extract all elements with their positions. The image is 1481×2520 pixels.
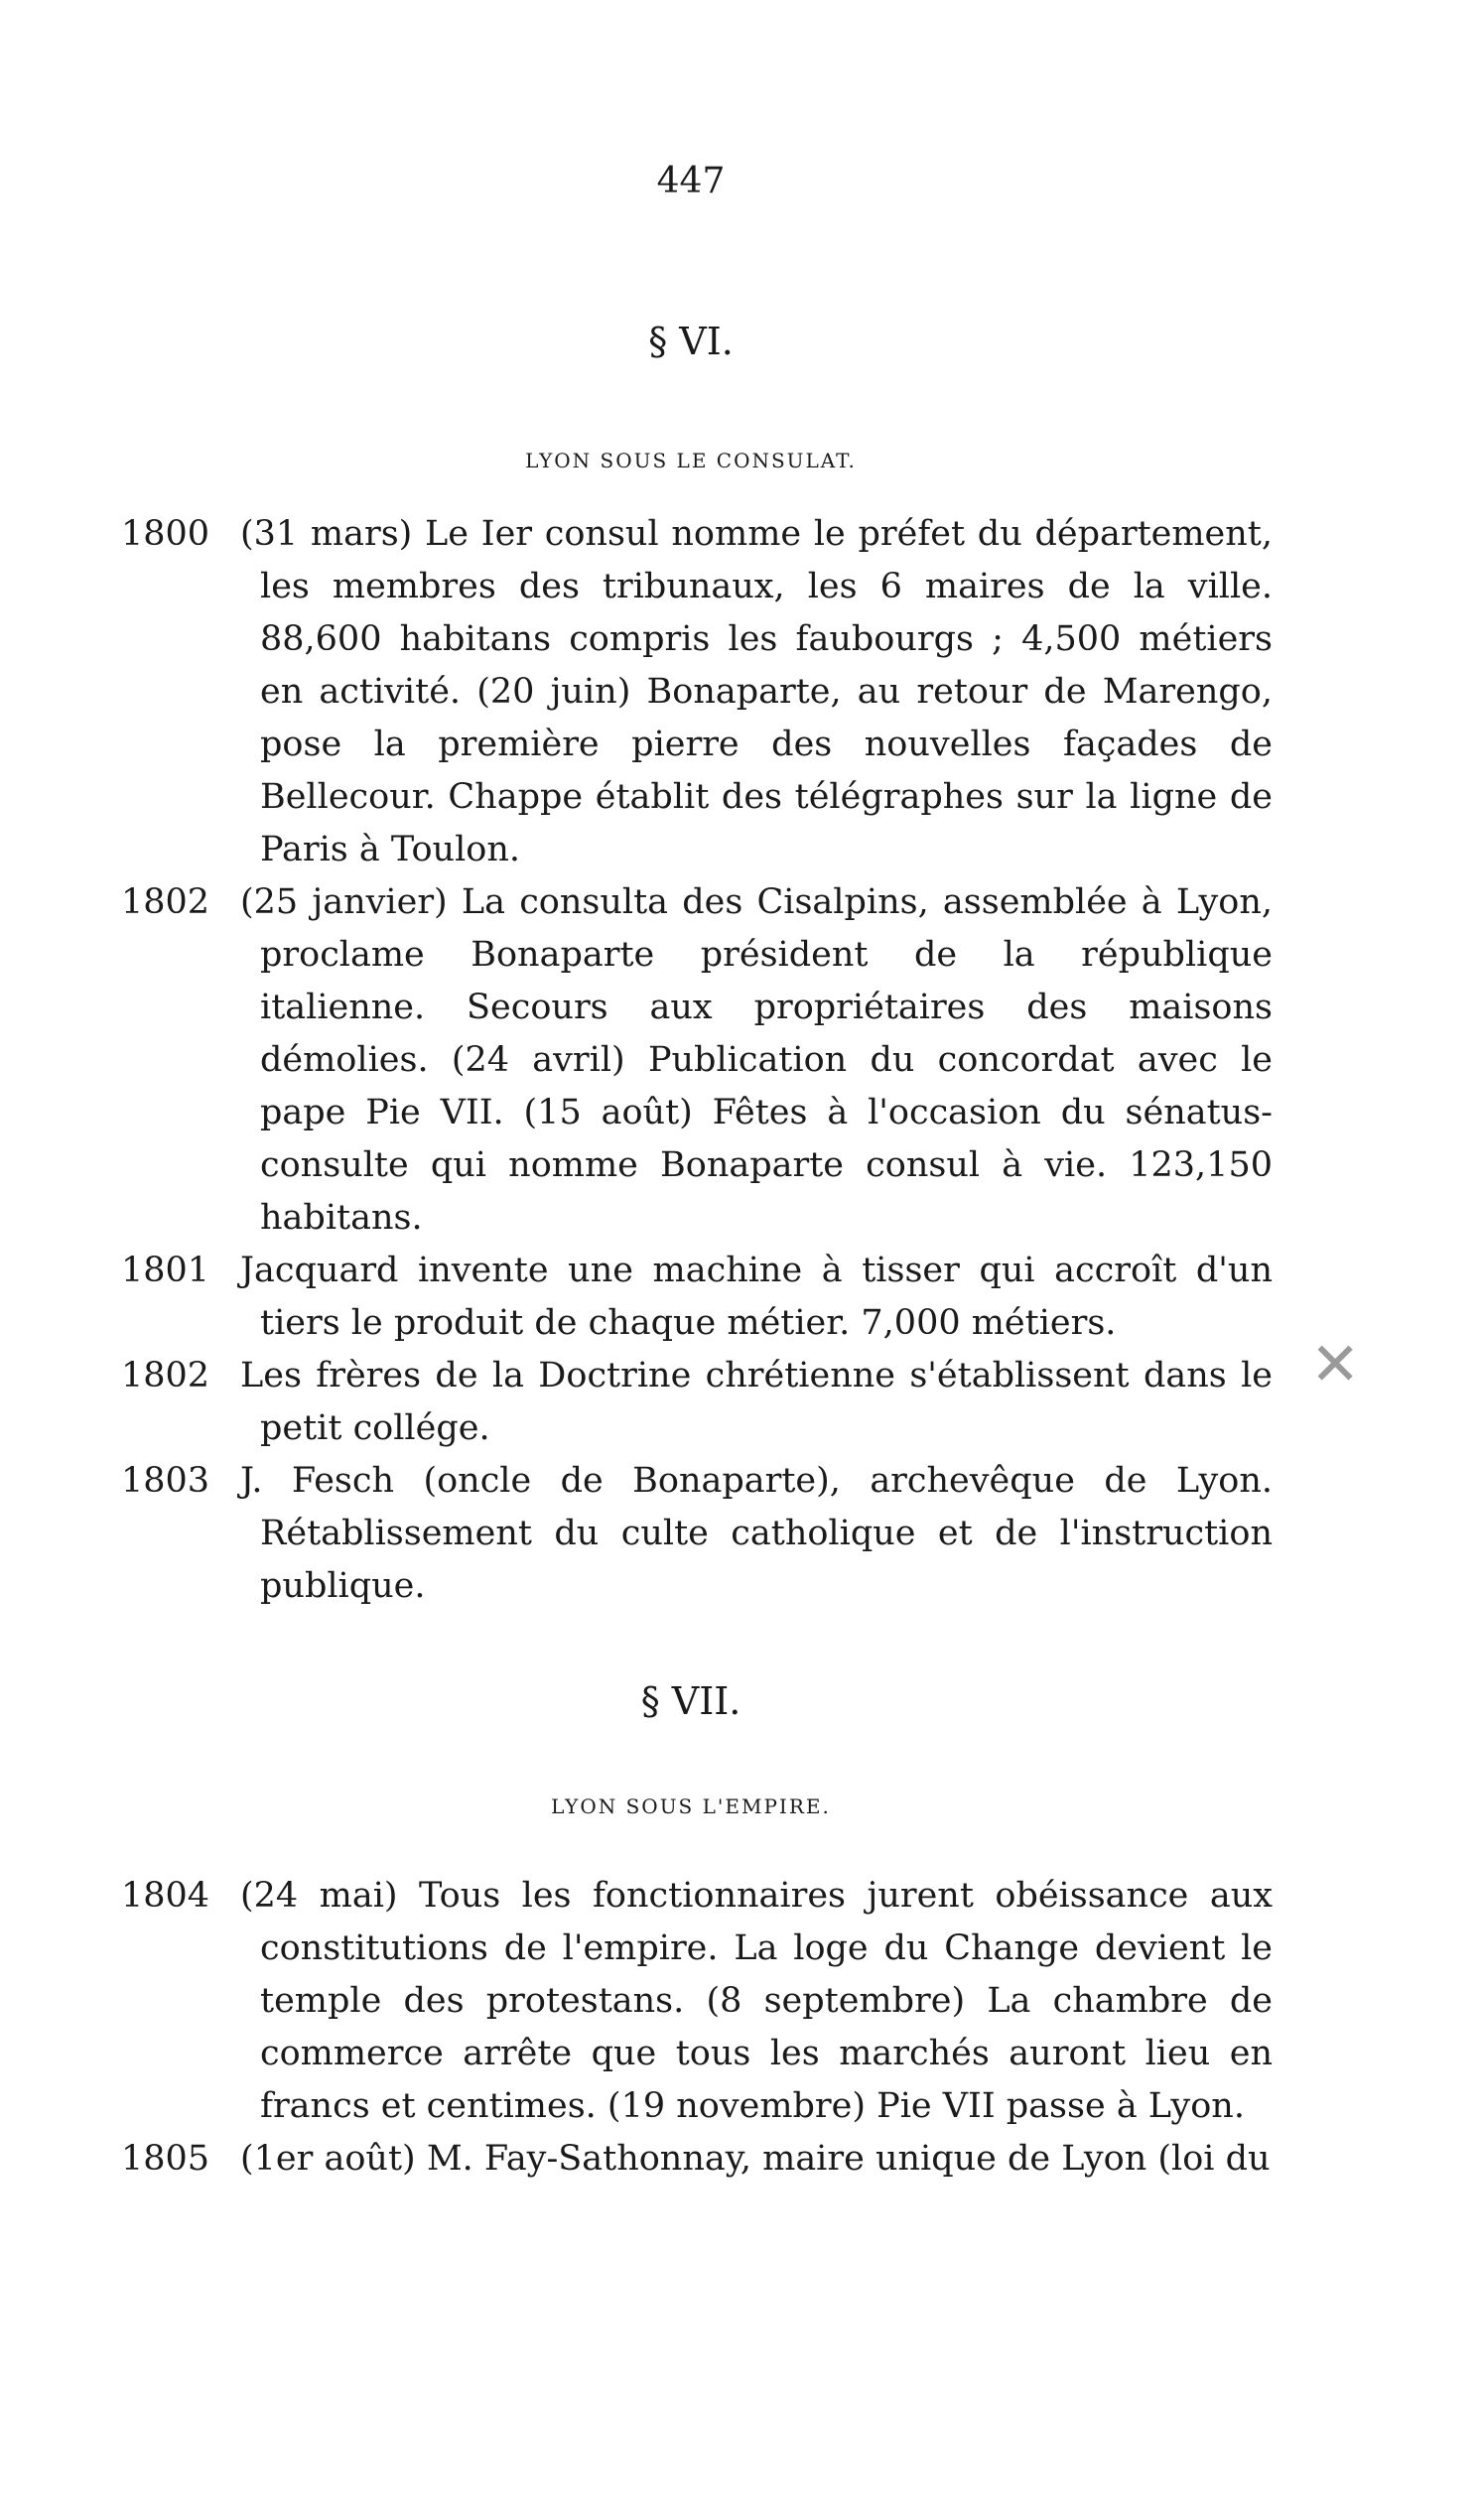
entry-1800 <box>121 508 1273 876</box>
entry-1802 <box>121 876 1273 1245</box>
entry-1805 <box>121 2133 1273 2186</box>
entry-1803 <box>121 1455 1273 1613</box>
entry-text: J. Fesch (oncle de Bonaparte), archevêque de Lyon. Rétablissement du culte catholique et de l'instruction publique. <box>240 1461 1273 1606</box>
entry-text: Jacquard invente une machine à tisser qui accroît d'un tiers le produit de chaque métier. 7,000 métiers. <box>240 1251 1273 1343</box>
entry-year: 1805 <box>121 2139 210 2179</box>
entry-text: (25 janvier) La consulta des Cisalpins, assemblée à Lyon, proclame Bonaparte président de la république italienne. Secours aux propriétaires des maisons démolies. (24 avril) Publication du concordat avec le pape Pie VII. (15 août) Fêtes à l'occasion du sénatus-consulte qui nomme Bonaparte consul à vie. 123,150 habitans. <box>240 882 1273 1238</box>
entry-year: 1803 <box>121 1461 210 1501</box>
entry-text: (24 mai) Tous les fonctionnaires jurent obéissance aux constitutions de l'empire. La loge du Change devient le temple des protestans. (8 septembre) La chambre de commerce arrête que tous les marchés auront lieu en francs et centimes. (19 novembre) Pie VII passe à Lyon. <box>240 1876 1273 2126</box>
cross-mark-icon: ✕ <box>1310 1330 1361 1399</box>
section-subtitle-empire: LYON SOUS L'EMPIRE. <box>551 1794 831 1818</box>
section-subtitle-consulat: LYON SOUS LE CONSULAT. <box>525 449 857 472</box>
entry-year: 1802 <box>121 1356 210 1395</box>
entry-1802-b <box>121 1350 1273 1455</box>
entry-year: 1800 <box>121 514 210 554</box>
entry-text: (1er août) M. Fay-Sathonnay, maire unique de Lyon (loi du <box>240 2139 1271 2179</box>
entry-year: 1802 <box>121 882 210 922</box>
entries-empire <box>121 1870 1273 2186</box>
entry-year: 1801 <box>121 1251 210 1290</box>
entry-year: 1804 <box>121 1876 210 1916</box>
section-title-vii: § VII. <box>640 1679 741 1723</box>
page-number: 447 <box>656 161 726 201</box>
entry-text: Les frères de la Doctrine chrétienne s'établissent dans le petit collége. <box>240 1356 1273 1448</box>
section-title-vi: § VI. <box>648 320 734 363</box>
entries-consulat <box>121 508 1273 1613</box>
entry-text: (31 mars) Le Ier consul nomme le préfet du département, les membres des tribunaux, les 6 maires de la ville. 88,600 habitans compris les faubourgs ; 4,500 métiers en activité. (20 juin) Bonaparte, au retour de Marengo, pose la première pierre des nouvelles façades de Bellecour. Chappe établit des télégraphes sur la ligne de Paris à Toulon. <box>240 514 1273 869</box>
entry-1804 <box>121 1870 1273 2133</box>
entry-1801 <box>121 1245 1273 1350</box>
